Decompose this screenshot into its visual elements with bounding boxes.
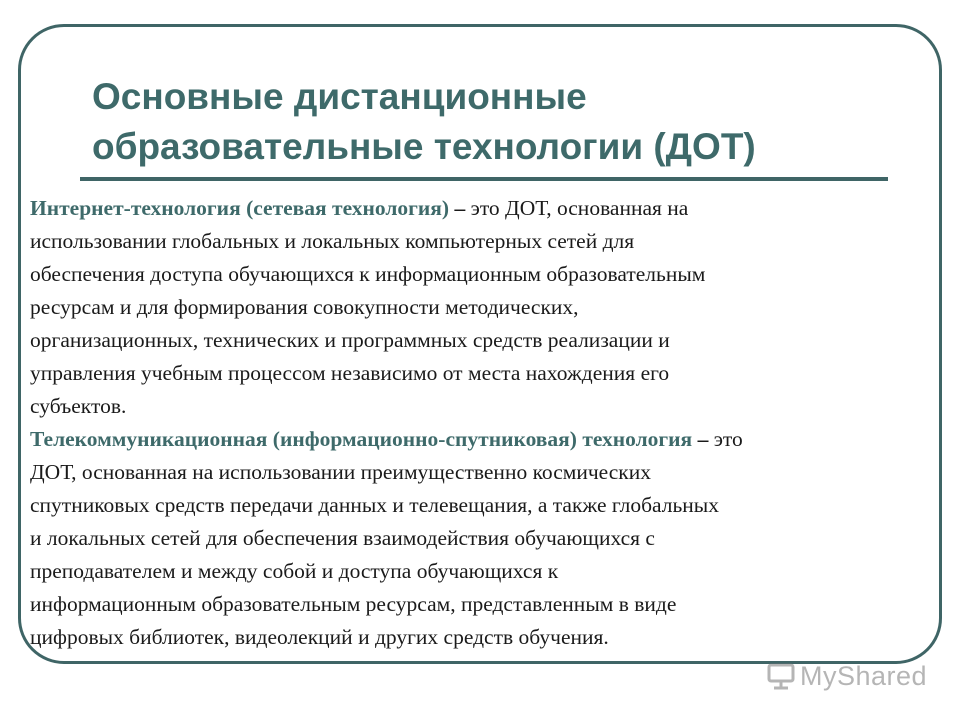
- definition-dash: –: [449, 196, 471, 220]
- term-internet-technology: Интернет-технология (сетевая технология): [30, 196, 450, 220]
- term-telecom-technology: Телекоммуникационная (информационно-спутниковая) технология: [30, 427, 693, 451]
- myshared-watermark: [766, 658, 927, 694]
- paragraph-telecom-technology: [30, 423, 930, 654]
- definition-line: субъектов.: [30, 394, 127, 418]
- paragraph-internet-technology: [30, 192, 930, 423]
- paragraph-first-line: [30, 423, 930, 456]
- definition-text: это ДОТ, основанная на: [470, 196, 689, 220]
- definition-dash: –: [692, 427, 714, 451]
- definition-line: использовании глобальных и локальных компьютерных сетей для: [30, 229, 635, 253]
- definition-line: и локальных сетей для обеспечения взаимодействия обучающихся с: [30, 526, 655, 550]
- definition-line: обеспечения доступа обучающихся к информационным образовательным: [30, 262, 706, 286]
- paragraph-first-line: [30, 192, 930, 225]
- definition-line: цифровых библиотек, видеолекций и других средств обучения.: [30, 625, 609, 649]
- definition-line: ДОТ, основанная на использовании преимущественно космических: [30, 460, 652, 484]
- definition-line: организационных, технических и программных средств реализации и: [30, 328, 670, 352]
- slide-title: [92, 72, 912, 172]
- definition-line: ресурсам и для формирования совокупности методических,: [30, 295, 579, 319]
- projector-screen-icon: [766, 661, 796, 691]
- definition-line: спутниковых средств передачи данных и телевещания, а также глобальных: [30, 493, 719, 517]
- title-line-1: Основные дистанционные: [92, 76, 587, 117]
- title-line-2: образовательные технологии (ДОТ): [92, 126, 756, 167]
- title-underline: [80, 177, 888, 181]
- slide-body: [30, 192, 930, 654]
- definition-line: преподавателем и между собой и доступа обучающихся к: [30, 559, 559, 583]
- definition-line: управления учебным процессом независимо от места нахождения его: [30, 361, 670, 385]
- definition-text: это: [713, 427, 743, 451]
- watermark-text: MyShared: [800, 660, 928, 691]
- definition-line: информационным образовательным ресурсам, представленным в виде: [30, 592, 677, 616]
